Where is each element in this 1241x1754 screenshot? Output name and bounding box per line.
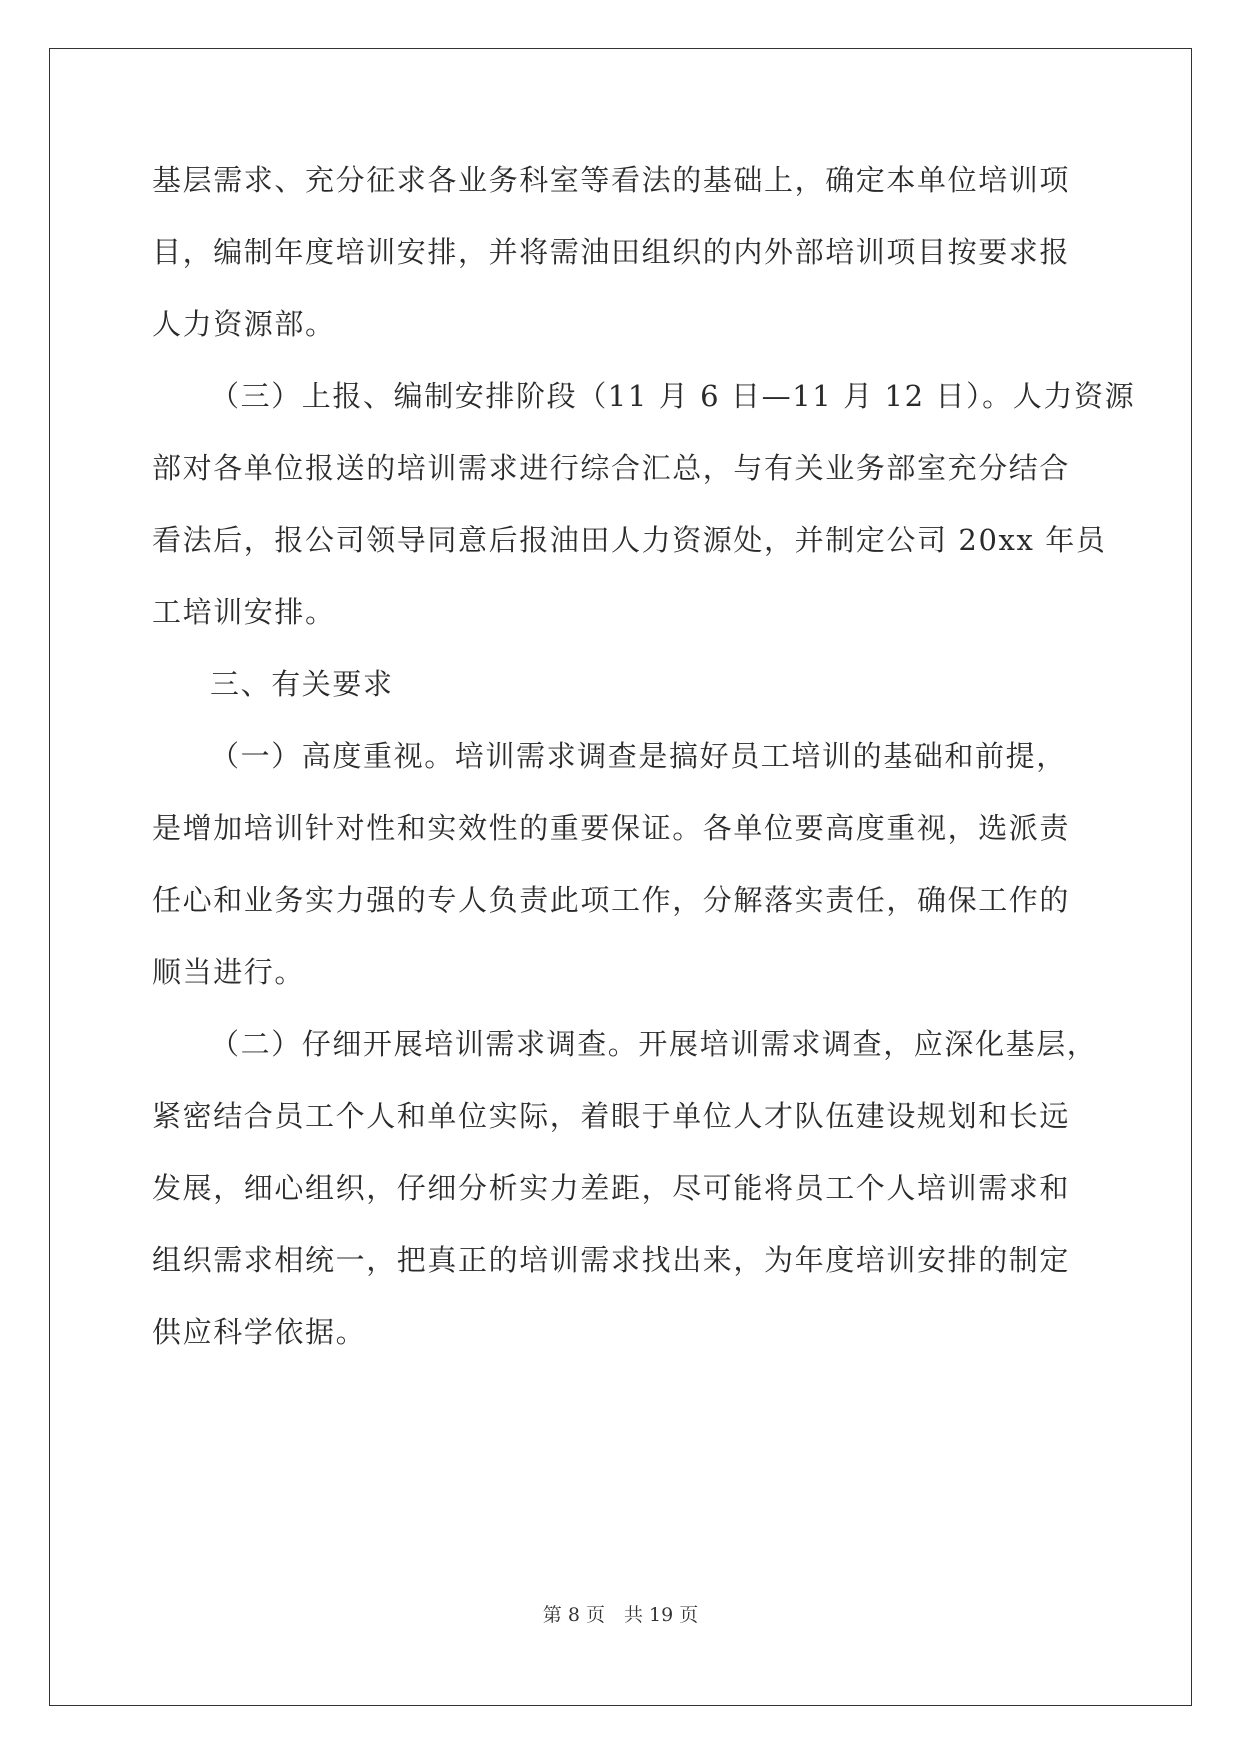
paragraph-4-line-2: 紧密结合员工个人和单位实际，着眼于单位人才队伍建设规划和长远 <box>152 1099 1071 1133</box>
page-border <box>49 48 1192 1706</box>
paragraph-2-line-2: 部对各单位报送的培训需求进行综合汇总，与有关业务部室充分结合 <box>152 451 1071 485</box>
paragraph-2-line-4: 工培训安排。 <box>152 595 336 629</box>
paragraph-4-line-4: 组织需求相统一，把真正的培训需求找出来，为年度培训安排的制定 <box>152 1243 1071 1277</box>
paragraph-1-line-3: 人力资源部。 <box>152 307 336 341</box>
paragraph-3-line-4: 顺当进行。 <box>152 955 306 989</box>
paragraph-3-line-3: 任心和业务实力强的专人负责此项工作，分解落实责任，确保工作的 <box>152 883 1071 917</box>
paragraph-2-line-3: 看法后，报公司领导同意后报油田人力资源处，并制定公司 20xx 年员 <box>152 523 1107 557</box>
page-number-footer: 第 8 页 共 19 页 <box>542 1604 699 1626</box>
paragraph-4-line-1: （二）仔细开展培训需求调查。开展培训需求调查，应深化基层， <box>210 1027 1098 1061</box>
paragraph-1-line-1: 基层需求、充分征求各业务科室等看法的基础上，确定本单位培训项 <box>152 163 1071 197</box>
paragraph-4-line-3: 发展，细心组织，仔细分析实力差距，尽可能将员工个人培训需求和 <box>152 1171 1071 1205</box>
paragraph-1-line-2: 目，编制年度培训安排，并将需油田组织的内外部培训项目按要求报 <box>152 235 1071 269</box>
section-heading: 三、有关要求 <box>210 667 394 701</box>
paragraph-3-line-1: （一）高度重视。培训需求调查是搞好员工培训的基础和前提， <box>210 739 1067 773</box>
paragraph-4-line-5: 供应科学依据。 <box>152 1315 367 1349</box>
paragraph-2-line-1: （三）上报、编制安排阶段（11 月 6 日—11 月 12 日）。人力资源 <box>210 379 1136 413</box>
paragraph-3-line-2: 是增加培训针对性和实效性的重要保证。各单位要高度重视，选派责 <box>152 811 1071 845</box>
